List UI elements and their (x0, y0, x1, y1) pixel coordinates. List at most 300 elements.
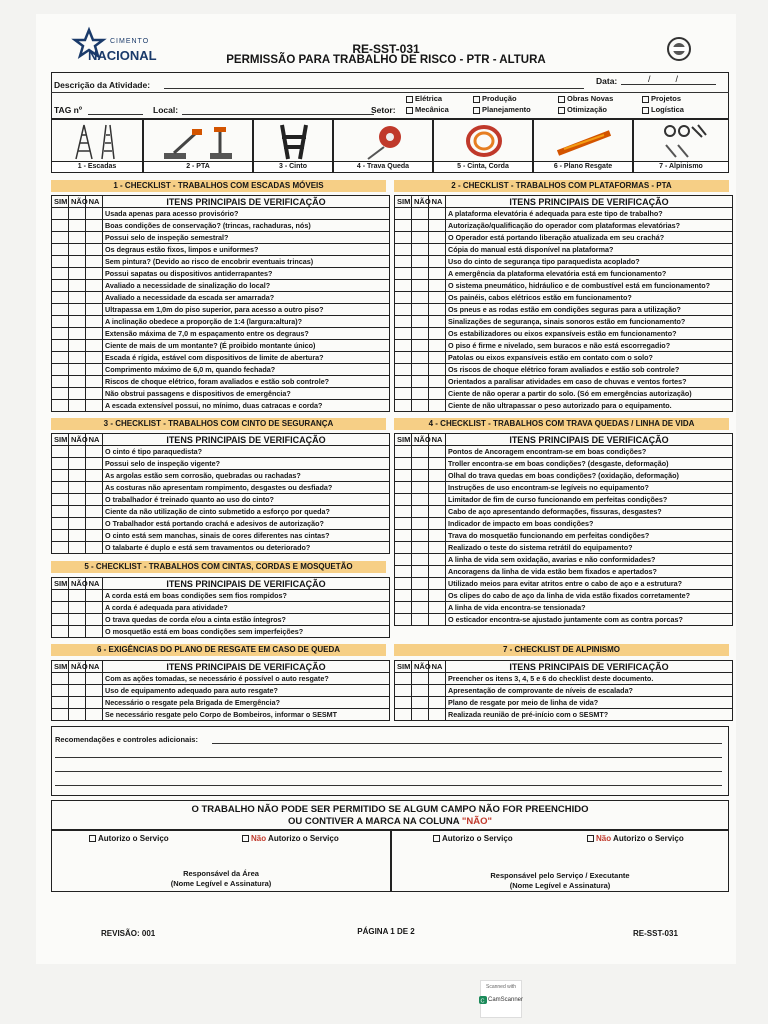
na-cell[interactable] (429, 352, 446, 364)
sim-cell[interactable] (52, 685, 69, 697)
sim-cell[interactable] (395, 685, 412, 697)
na-cell[interactable] (86, 602, 103, 614)
sim-cell[interactable] (52, 220, 69, 232)
sim-cell[interactable] (395, 578, 412, 590)
sim-cell[interactable] (52, 506, 69, 518)
na-cell[interactable] (429, 602, 446, 614)
nao-cell[interactable] (412, 244, 429, 256)
nao-cell[interactable] (69, 697, 86, 709)
sim-cell[interactable] (395, 244, 412, 256)
sim-cell[interactable] (395, 232, 412, 244)
checklist-table-5 (51, 577, 390, 638)
sim-cell[interactable] (395, 530, 412, 542)
sim-cell[interactable] (395, 304, 412, 316)
sim-cell[interactable] (395, 566, 412, 578)
nao-cell[interactable] (69, 494, 86, 506)
na-cell[interactable] (86, 256, 103, 268)
na-cell[interactable] (86, 542, 103, 554)
sim-cell[interactable] (395, 518, 412, 530)
nao-cell[interactable] (412, 518, 429, 530)
na-cell[interactable] (86, 470, 103, 482)
item-text: Ancoragens da linha de vida estão bem fixados e apertados? (446, 566, 733, 578)
setor-eletrica-checkbox[interactable]: Elétrica (406, 94, 442, 103)
na-cell[interactable] (429, 244, 446, 256)
local-field[interactable] (182, 114, 374, 115)
table-row (52, 590, 390, 602)
nao-cell[interactable] (412, 614, 429, 626)
na-cell[interactable] (429, 470, 446, 482)
na-cell[interactable] (429, 482, 446, 494)
na-cell[interactable] (86, 364, 103, 376)
item-text: Realizado o teste do sistema retrátil do equipamento? (446, 542, 733, 554)
table-row (395, 494, 733, 506)
na-cell[interactable] (86, 590, 103, 602)
nao-cell[interactable] (69, 400, 86, 412)
setor-otimizacao-checkbox[interactable]: Otimização (558, 105, 607, 114)
sim-cell[interactable] (395, 208, 412, 220)
sim-cell[interactable] (395, 458, 412, 470)
col-sim: SIM (395, 661, 412, 673)
item-text: Possui sapatas ou dispositivos antiderrapantes? (103, 268, 390, 280)
nao-cell[interactable] (69, 220, 86, 232)
nao-cell[interactable] (412, 685, 429, 697)
nao-cell[interactable] (69, 340, 86, 352)
sim-cell[interactable] (52, 697, 69, 709)
sim-cell[interactable] (52, 232, 69, 244)
sim-cell[interactable] (395, 388, 412, 400)
nao-cell[interactable] (412, 352, 429, 364)
item-text: As argolas estão sem corrosão, quebradas ou rachadas? (103, 470, 390, 482)
sim-cell[interactable] (52, 626, 69, 638)
na-cell[interactable] (86, 376, 103, 388)
na-cell[interactable] (429, 446, 446, 458)
na-cell[interactable] (429, 709, 446, 721)
harness-icon (274, 123, 314, 161)
col-nao: NÃO (412, 196, 429, 208)
na-cell[interactable] (429, 316, 446, 328)
data-label: Data: (596, 76, 618, 86)
sim-cell[interactable] (52, 590, 69, 602)
na-cell[interactable] (429, 208, 446, 220)
nao-cell[interactable] (412, 673, 429, 685)
item-text: Se necessário resgate pelo Corpo de Bombeiros, informar o SESMT (103, 709, 390, 721)
nao-cell[interactable] (69, 530, 86, 542)
sim-cell[interactable] (52, 328, 69, 340)
nao-cell[interactable] (69, 590, 86, 602)
sim-cell[interactable] (395, 352, 412, 364)
nao-cell[interactable] (412, 292, 429, 304)
nao-cell[interactable] (412, 400, 429, 412)
descricao-underline (51, 92, 729, 93)
sim-cell[interactable] (52, 256, 69, 268)
col-na: NA (429, 661, 446, 673)
na-cell[interactable] (86, 244, 103, 256)
sim-cell[interactable] (395, 268, 412, 280)
tool-label: 2 - PTA (144, 161, 252, 172)
nao-cell[interactable] (412, 566, 429, 578)
na-cell[interactable] (86, 458, 103, 470)
table-row (52, 530, 390, 542)
sim-cell[interactable] (395, 220, 412, 232)
left-nao-autorizo-checkbox[interactable]: Não Autorizo o Serviço (242, 834, 339, 843)
nao-cell[interactable] (69, 352, 86, 364)
sim-cell[interactable] (395, 614, 412, 626)
sim-cell[interactable] (52, 518, 69, 530)
nao-cell[interactable] (412, 340, 429, 352)
na-cell[interactable] (429, 578, 446, 590)
nao-cell[interactable] (69, 244, 86, 256)
item-text: Olhal do trava quedas em boas condições? (oxidação, deformação) (446, 470, 733, 482)
table-row (395, 400, 733, 412)
sim-cell[interactable] (395, 280, 412, 292)
sim-cell[interactable] (52, 614, 69, 626)
sim-cell[interactable] (395, 400, 412, 412)
sim-cell[interactable] (52, 446, 69, 458)
item-text: Com as ações tomadas, se necessário é possível o auto resgate? (103, 673, 390, 685)
na-cell[interactable] (86, 352, 103, 364)
na-cell[interactable] (429, 530, 446, 542)
na-cell[interactable] (86, 208, 103, 220)
table-row (395, 506, 733, 518)
na-cell[interactable] (86, 685, 103, 697)
right-nao-autorizo-checkbox[interactable]: Não Autorizo o Serviço (587, 834, 684, 843)
na-cell[interactable] (429, 292, 446, 304)
setor-projetos-checkbox[interactable]: Projetos (642, 94, 681, 103)
setor-planejamento-checkbox[interactable]: Planejamento (473, 105, 531, 114)
na-cell[interactable] (86, 494, 103, 506)
nao-cell[interactable] (412, 578, 429, 590)
table-row (395, 268, 733, 280)
sim-cell[interactable] (52, 304, 69, 316)
table-header-row (395, 196, 733, 208)
item-text: Possui selo de inspeção semestral? (103, 232, 390, 244)
sim-cell[interactable] (52, 244, 69, 256)
tool-label: 4 - Trava Queda (334, 161, 432, 172)
setor-obras-novas-checkbox[interactable]: Obras Novas (558, 94, 613, 103)
sim-cell[interactable] (52, 542, 69, 554)
table-row (395, 208, 733, 220)
table-row (395, 566, 733, 578)
nao-cell[interactable] (69, 673, 86, 685)
nao-cell[interactable] (412, 220, 429, 232)
na-cell[interactable] (429, 566, 446, 578)
sim-cell[interactable] (52, 340, 69, 352)
na-cell[interactable] (429, 614, 446, 626)
recomendacoes-line-4[interactable] (55, 785, 722, 786)
tool-cinto (253, 118, 333, 173)
nao-cell[interactable] (412, 280, 429, 292)
section-5-title: 5 - CHECKLIST - TRABALHOS COM CINTAS, CORDAS E MOSQUETÃO (51, 561, 386, 573)
local-label: Local: (153, 105, 179, 115)
na-cell[interactable] (86, 709, 103, 721)
na-cell[interactable] (86, 388, 103, 400)
na-cell[interactable] (86, 530, 103, 542)
nao-cell[interactable] (412, 208, 429, 220)
col-itens: ITENS PRINCIPAIS DE VERIFICAÇÃO (103, 196, 390, 208)
nao-cell[interactable] (69, 446, 86, 458)
setor-mecanica-checkbox[interactable]: Mecânica (406, 105, 449, 114)
sim-cell[interactable] (52, 673, 69, 685)
na-cell[interactable] (86, 697, 103, 709)
nao-cell[interactable] (412, 376, 429, 388)
table-row (395, 256, 733, 268)
na-cell[interactable] (429, 400, 446, 412)
item-text: Usada apenas para acesso provisório? (103, 208, 390, 220)
scanner-line-2: CamScanner (488, 997, 524, 1003)
nao-cell[interactable] (412, 494, 429, 506)
nao-cell[interactable] (69, 470, 86, 482)
sim-cell[interactable] (52, 292, 69, 304)
sim-cell[interactable] (52, 280, 69, 292)
sim-cell[interactable] (395, 482, 412, 494)
nao-cell[interactable] (69, 364, 86, 376)
nao-cell[interactable] (69, 626, 86, 638)
na-cell[interactable] (429, 518, 446, 530)
sim-cell[interactable] (395, 554, 412, 566)
sim-cell[interactable] (395, 506, 412, 518)
table-header-row (52, 434, 390, 446)
nao-cell[interactable] (69, 388, 86, 400)
nao-cell[interactable] (412, 709, 429, 721)
sim-cell[interactable] (52, 470, 69, 482)
setor-producao-checkbox[interactable]: Produção (473, 94, 517, 103)
nao-cell[interactable] (69, 602, 86, 614)
na-cell[interactable] (429, 697, 446, 709)
sim-cell[interactable] (395, 542, 412, 554)
sim-cell[interactable] (395, 590, 412, 602)
nao-cell[interactable] (69, 328, 86, 340)
sim-cell[interactable] (52, 388, 69, 400)
sim-cell[interactable] (395, 292, 412, 304)
nao-cell[interactable] (412, 268, 429, 280)
sim-cell[interactable] (52, 458, 69, 470)
sim-cell[interactable] (52, 482, 69, 494)
na-cell[interactable] (86, 316, 103, 328)
na-cell[interactable] (429, 364, 446, 376)
na-cell[interactable] (429, 388, 446, 400)
nao-cell[interactable] (69, 232, 86, 244)
nao-cell[interactable] (412, 364, 429, 376)
tool-label: 5 - Cinta, Corda (434, 161, 532, 172)
nao-cell[interactable] (412, 554, 429, 566)
sim-cell[interactable] (52, 352, 69, 364)
nao-cell[interactable] (412, 482, 429, 494)
footer-code: RE-SST-031 (633, 929, 678, 938)
footer-pagina: PÁGINA 1 DE 2 (357, 927, 415, 936)
svg-text:C: C (480, 998, 485, 1005)
na-cell[interactable] (429, 542, 446, 554)
item-text: Realizada reunião de pré-início com o SESMT? (446, 709, 733, 721)
na-cell[interactable] (86, 626, 103, 638)
table-row (395, 685, 733, 697)
na-cell[interactable] (86, 280, 103, 292)
sim-cell[interactable] (395, 364, 412, 376)
col-nao: NÃO (412, 661, 429, 673)
sim-cell[interactable] (395, 709, 412, 721)
nao-cell[interactable] (69, 458, 86, 470)
sim-cell[interactable] (395, 316, 412, 328)
sim-cell[interactable] (395, 673, 412, 685)
item-text: A inclinação obedece a proporção de 1:4 (largura:altura)? (103, 316, 390, 328)
sim-cell[interactable] (52, 709, 69, 721)
table-row (52, 364, 390, 376)
table-row (52, 458, 390, 470)
nao-cell[interactable] (69, 542, 86, 554)
sim-cell[interactable] (52, 400, 69, 412)
sim-cell[interactable] (395, 328, 412, 340)
sim-cell[interactable] (395, 470, 412, 482)
na-cell[interactable] (86, 506, 103, 518)
left-autorizo-checkbox[interactable]: Autorizo o Serviço (89, 834, 169, 843)
nao-cell[interactable] (412, 697, 429, 709)
na-cell[interactable] (429, 340, 446, 352)
nao-cell[interactable] (69, 256, 86, 268)
sim-cell[interactable] (395, 697, 412, 709)
na-cell[interactable] (86, 482, 103, 494)
sim-cell[interactable] (395, 340, 412, 352)
nao-cell[interactable] (69, 208, 86, 220)
aerial-platform-icon (162, 125, 237, 161)
nao-cell[interactable] (412, 232, 429, 244)
table-row (52, 304, 390, 316)
na-cell[interactable] (429, 280, 446, 292)
nao-cell[interactable] (412, 304, 429, 316)
col-na: NA (86, 196, 103, 208)
na-cell[interactable] (429, 220, 446, 232)
recomendacoes-line-1[interactable] (212, 743, 722, 744)
nao-cell[interactable] (69, 268, 86, 280)
table-row (52, 316, 390, 328)
na-cell[interactable] (86, 268, 103, 280)
sim-cell[interactable] (52, 316, 69, 328)
na-cell[interactable] (86, 673, 103, 685)
nao-cell[interactable] (69, 709, 86, 721)
section-1-title: 1 - CHECKLIST - TRABALHOS COM ESCADAS MÓVEIS (51, 180, 386, 192)
na-cell[interactable] (429, 506, 446, 518)
nao-cell[interactable] (412, 602, 429, 614)
item-text: Uso do cinto de segurança tipo paraquedista acoplado? (446, 256, 733, 268)
nao-cell[interactable] (69, 280, 86, 292)
sim-cell[interactable] (52, 208, 69, 220)
item-text: O cinto está sem manchas, sinais de cores diferentes nas cintas? (103, 530, 390, 542)
table-row (52, 292, 390, 304)
table-row (395, 554, 733, 566)
na-cell[interactable] (86, 400, 103, 412)
na-cell[interactable] (429, 685, 446, 697)
na-cell[interactable] (86, 518, 103, 530)
nao-cell[interactable] (412, 542, 429, 554)
nao-cell[interactable] (412, 388, 429, 400)
na-cell[interactable] (429, 494, 446, 506)
recomendacoes-line-2[interactable] (55, 757, 722, 758)
sim-cell[interactable] (395, 446, 412, 458)
data-field[interactable] (621, 84, 716, 85)
na-cell[interactable] (429, 328, 446, 340)
nao-cell[interactable] (412, 316, 429, 328)
na-cell[interactable] (429, 590, 446, 602)
rope-icon (462, 123, 506, 161)
na-cell[interactable] (429, 458, 446, 470)
nao-cell[interactable] (412, 458, 429, 470)
right-autorizo-checkbox[interactable]: Autorizo o Serviço (433, 834, 513, 843)
sim-cell[interactable] (52, 268, 69, 280)
na-cell[interactable] (86, 446, 103, 458)
nao-cell[interactable] (412, 328, 429, 340)
nao-cell[interactable] (412, 256, 429, 268)
nao-cell[interactable] (412, 530, 429, 542)
sim-cell[interactable] (52, 364, 69, 376)
na-cell[interactable] (86, 220, 103, 232)
recomendacoes-line-3[interactable] (55, 771, 722, 772)
na-cell[interactable] (429, 554, 446, 566)
nao-cell[interactable] (412, 446, 429, 458)
item-text: Sem pintura? (Devido ao risco de encobrir eventuais trincas) (103, 256, 390, 268)
nao-cell[interactable] (69, 482, 86, 494)
table-row (52, 482, 390, 494)
na-cell[interactable] (86, 328, 103, 340)
table-row (52, 602, 390, 614)
item-text: Instruções de uso encontram-se legíveis no equipamento? (446, 482, 733, 494)
nao-cell[interactable] (69, 506, 86, 518)
table-header-row (52, 196, 390, 208)
item-text: Os estabilizadores ou eixos expansíveis estão em funcionamento? (446, 328, 733, 340)
col-sim: SIM (395, 196, 412, 208)
nao-cell[interactable] (69, 685, 86, 697)
na-cell[interactable] (429, 673, 446, 685)
warning-line-2-text: OU CONTIVER A MARCA NA COLUNA (287, 816, 462, 827)
sim-cell[interactable] (52, 602, 69, 614)
nao-cell[interactable] (69, 304, 86, 316)
nao-cell[interactable] (69, 614, 86, 626)
nao-cell[interactable] (412, 506, 429, 518)
nao-cell[interactable] (412, 470, 429, 482)
na-cell[interactable] (86, 340, 103, 352)
na-cell[interactable] (86, 614, 103, 626)
nao-cell[interactable] (69, 316, 86, 328)
col-sim: SIM (52, 196, 69, 208)
item-text: Ciente de não operar a partir do solo. (Só em emergências autorização) (446, 388, 733, 400)
item-text: Orientados a paralisar atividades em caso de chuvas e ventos fortes? (446, 376, 733, 388)
right-responsavel-label: Responsável pelo Serviço / Executante (490, 871, 630, 880)
na-cell[interactable] (429, 232, 446, 244)
na-cell[interactable] (86, 292, 103, 304)
item-text: Os riscos de choque elétrico foram avaliados e estão sob controle? (446, 364, 733, 376)
nao-cell[interactable] (69, 376, 86, 388)
nao-cell[interactable] (69, 292, 86, 304)
setor-logistica-checkbox[interactable]: Logística (642, 105, 684, 114)
sim-cell[interactable] (395, 376, 412, 388)
na-cell[interactable] (86, 232, 103, 244)
na-cell[interactable] (429, 256, 446, 268)
na-cell[interactable] (86, 304, 103, 316)
col-sim: SIM (52, 661, 69, 673)
tag-field[interactable] (88, 114, 143, 115)
na-cell[interactable] (429, 268, 446, 280)
sim-cell[interactable] (395, 494, 412, 506)
sim-cell[interactable] (52, 494, 69, 506)
item-text: Avaliado a necessidade de sinalização do local? (103, 280, 390, 292)
sim-cell[interactable] (52, 376, 69, 388)
item-text: Uso de equipamento adequado para auto resgate? (103, 685, 390, 697)
na-cell[interactable] (429, 304, 446, 316)
sim-cell[interactable] (395, 256, 412, 268)
nao-cell[interactable] (69, 518, 86, 530)
nao-cell[interactable] (412, 590, 429, 602)
descricao-field[interactable] (164, 88, 584, 89)
sim-cell[interactable] (52, 530, 69, 542)
na-cell[interactable] (429, 376, 446, 388)
sim-cell[interactable] (395, 602, 412, 614)
